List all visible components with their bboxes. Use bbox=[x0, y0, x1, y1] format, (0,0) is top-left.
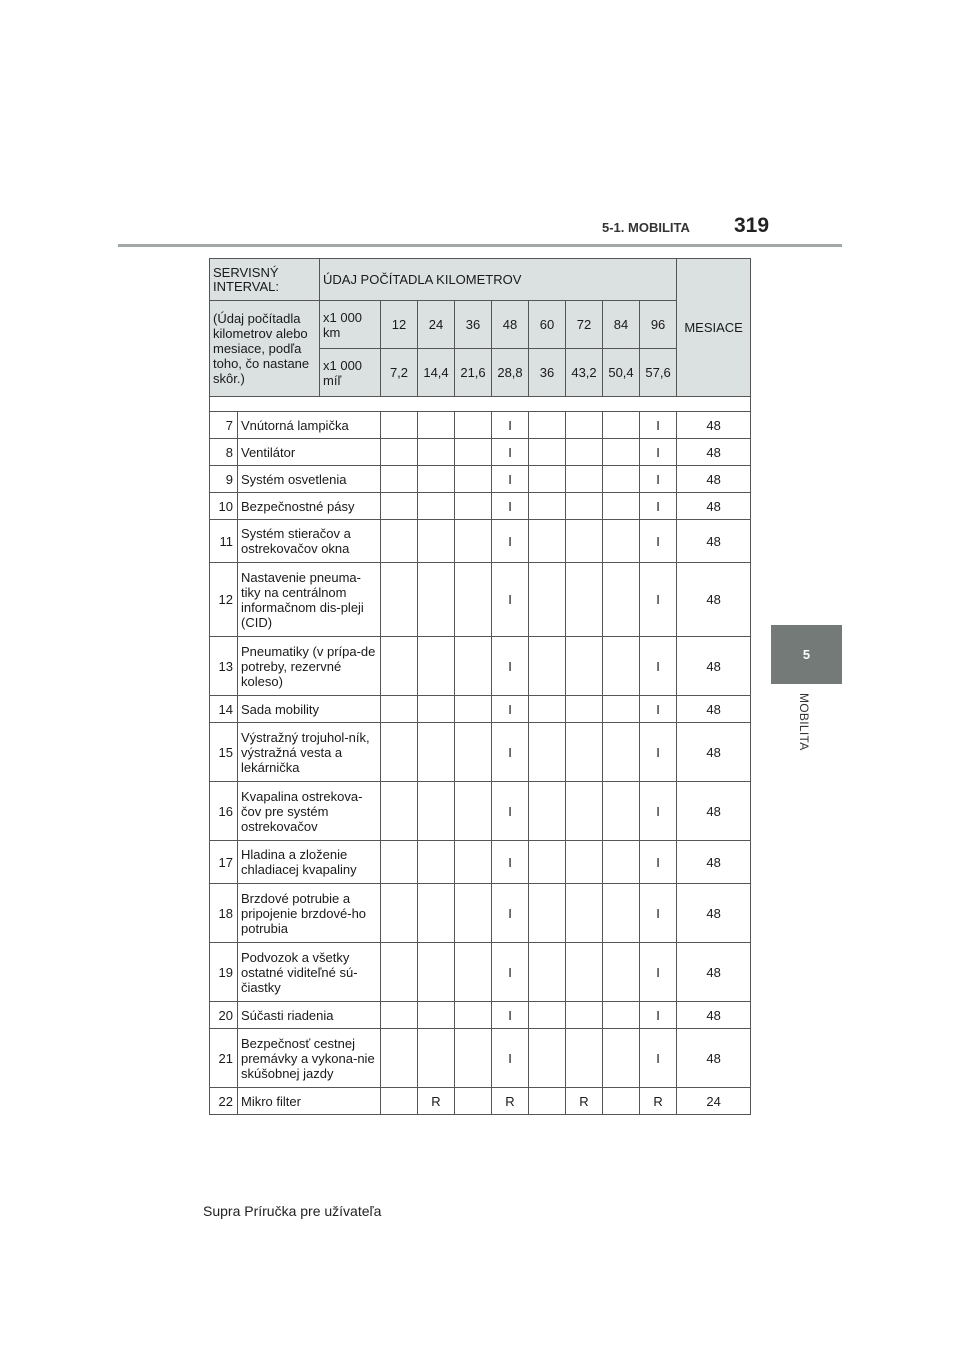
km-value-60: 60 bbox=[529, 301, 566, 349]
row-mark bbox=[418, 466, 455, 493]
row-mark bbox=[603, 1002, 640, 1029]
page-number: 319 bbox=[734, 214, 770, 237]
row-mark: R bbox=[640, 1088, 677, 1115]
row-item-name: Mikro filter bbox=[238, 1088, 381, 1115]
row-mark: I bbox=[492, 439, 529, 466]
row-mark: I bbox=[640, 637, 677, 696]
row-mark bbox=[566, 841, 603, 884]
row-mark: I bbox=[492, 841, 529, 884]
row-mark bbox=[381, 696, 418, 723]
row-mark bbox=[455, 884, 492, 943]
row-mark bbox=[418, 439, 455, 466]
row-mark bbox=[381, 563, 418, 637]
row-mark bbox=[603, 439, 640, 466]
row-mark bbox=[418, 493, 455, 520]
table-row bbox=[210, 439, 751, 466]
row-mark: I bbox=[492, 563, 529, 637]
footer-text: Supra Príručka pre užívateľa bbox=[203, 1203, 382, 1219]
row-mark bbox=[455, 782, 492, 841]
row-mark bbox=[529, 1088, 566, 1115]
row-number: 11 bbox=[210, 520, 238, 563]
row-mark bbox=[381, 466, 418, 493]
row-item-name: Kvapalina ostrekova-čov pre systém ostrekovačov bbox=[238, 782, 381, 841]
row-number: 17 bbox=[210, 841, 238, 884]
row-mark bbox=[529, 782, 566, 841]
row-mark bbox=[566, 563, 603, 637]
row-mark bbox=[603, 696, 640, 723]
row-mark bbox=[418, 723, 455, 782]
km-value-84: 84 bbox=[603, 301, 640, 349]
row-months: 48 bbox=[677, 1029, 751, 1088]
row-mark bbox=[418, 943, 455, 1002]
row-item-name: Pneumatiky (v prípa-de potreby, rezervné koleso) bbox=[238, 637, 381, 696]
row-item-name: Bezpečnostné pásy bbox=[238, 493, 381, 520]
row-months: 48 bbox=[677, 466, 751, 493]
section-title: 5-1. MOBILITA bbox=[602, 220, 690, 235]
row-mark bbox=[603, 563, 640, 637]
row-mark bbox=[529, 466, 566, 493]
row-number: 8 bbox=[210, 439, 238, 466]
row-months: 48 bbox=[677, 782, 751, 841]
km-value-48: 48 bbox=[492, 301, 529, 349]
row-item-name: Sada mobility bbox=[238, 696, 381, 723]
row-number: 9 bbox=[210, 466, 238, 493]
row-mark bbox=[529, 1002, 566, 1029]
table-row bbox=[210, 782, 751, 841]
row-mark bbox=[418, 884, 455, 943]
row-mark bbox=[381, 1002, 418, 1029]
row-mark bbox=[455, 412, 492, 439]
row-number: 16 bbox=[210, 782, 238, 841]
table-row bbox=[210, 696, 751, 723]
row-mark bbox=[529, 841, 566, 884]
row-mark: I bbox=[640, 1029, 677, 1088]
row-item-name: Ventilátor bbox=[238, 439, 381, 466]
row-mark bbox=[418, 520, 455, 563]
row-mark bbox=[529, 696, 566, 723]
km-label-cell bbox=[320, 301, 381, 349]
mi-value-1: 14,4 bbox=[418, 349, 455, 397]
row-number: 7 bbox=[210, 412, 238, 439]
row-mark: I bbox=[640, 493, 677, 520]
row-number: 12 bbox=[210, 563, 238, 637]
row-mark bbox=[455, 563, 492, 637]
mi-value-5: 43,2 bbox=[566, 349, 603, 397]
row-mark bbox=[455, 1002, 492, 1029]
table-row bbox=[210, 841, 751, 884]
row-mark: I bbox=[640, 1002, 677, 1029]
row-mark bbox=[603, 412, 640, 439]
row-mark bbox=[455, 696, 492, 723]
mi-value-6: 50,4 bbox=[603, 349, 640, 397]
row-mark bbox=[455, 841, 492, 884]
header-divider bbox=[118, 244, 842, 247]
row-mark bbox=[603, 466, 640, 493]
row-mark: I bbox=[640, 841, 677, 884]
row-mark bbox=[529, 439, 566, 466]
row-mark bbox=[418, 637, 455, 696]
mi-label: x1 000 míľ bbox=[323, 357, 363, 388]
odometer-label: ÚDAJ POČÍTADLA KILOMETROV bbox=[323, 272, 522, 287]
row-mark bbox=[603, 841, 640, 884]
row-mark: I bbox=[640, 782, 677, 841]
interval-note: (Údaj počítadla kilometrov alebo mesiace, podľa toho, čo nastane skôr.) bbox=[213, 311, 310, 386]
table-row bbox=[210, 1029, 751, 1088]
row-mark bbox=[455, 1029, 492, 1088]
row-number: 20 bbox=[210, 1002, 238, 1029]
row-mark bbox=[529, 723, 566, 782]
km-label: x1 000 km bbox=[323, 309, 363, 340]
service-interval-table bbox=[209, 258, 751, 1115]
row-mark bbox=[418, 1029, 455, 1088]
row-mark bbox=[529, 637, 566, 696]
row-mark bbox=[566, 520, 603, 563]
row-months: 48 bbox=[677, 412, 751, 439]
row-mark: I bbox=[640, 723, 677, 782]
km-value-12: 12 bbox=[381, 301, 418, 349]
km-value-72: 72 bbox=[566, 301, 603, 349]
row-mark: R bbox=[418, 1088, 455, 1115]
row-mark: I bbox=[492, 943, 529, 1002]
row-mark bbox=[529, 943, 566, 1002]
row-mark bbox=[603, 520, 640, 563]
row-mark bbox=[418, 563, 455, 637]
chapter-label: MOBILITA bbox=[797, 693, 811, 751]
row-mark bbox=[418, 696, 455, 723]
row-mark bbox=[455, 1088, 492, 1115]
row-mark bbox=[529, 520, 566, 563]
table-row bbox=[210, 563, 751, 637]
row-mark: I bbox=[492, 412, 529, 439]
table-row bbox=[210, 466, 751, 493]
row-mark: R bbox=[492, 1088, 529, 1115]
row-mark bbox=[603, 1088, 640, 1115]
row-mark: I bbox=[640, 696, 677, 723]
row-mark bbox=[455, 439, 492, 466]
row-mark bbox=[381, 1088, 418, 1115]
row-item-name: Podvozok a všetky ostatné viditeľné sú-čiastky bbox=[238, 943, 381, 1002]
row-mark: I bbox=[492, 466, 529, 493]
table-row bbox=[210, 493, 751, 520]
chapter-number: 5 bbox=[802, 647, 811, 662]
table-row bbox=[210, 1002, 751, 1029]
mi-value-2: 21,6 bbox=[455, 349, 492, 397]
row-number: 22 bbox=[210, 1088, 238, 1115]
row-months: 48 bbox=[677, 493, 751, 520]
table-row bbox=[210, 943, 751, 1002]
row-mark bbox=[381, 412, 418, 439]
table-row bbox=[210, 637, 751, 696]
row-item-name: Bezpečnosť cestnej premávky a vykona-nie skúšobnej jazdy bbox=[238, 1029, 381, 1088]
row-mark bbox=[455, 466, 492, 493]
row-mark bbox=[566, 782, 603, 841]
table-row bbox=[210, 520, 751, 563]
row-mark bbox=[381, 439, 418, 466]
row-mark: I bbox=[640, 884, 677, 943]
table-row bbox=[210, 884, 751, 943]
row-mark bbox=[566, 1002, 603, 1029]
row-mark bbox=[381, 520, 418, 563]
header-row-interval bbox=[210, 259, 751, 301]
row-mark bbox=[529, 493, 566, 520]
row-mark bbox=[455, 723, 492, 782]
row-mark: I bbox=[492, 520, 529, 563]
row-mark: I bbox=[492, 782, 529, 841]
row-mark bbox=[566, 884, 603, 943]
row-months: 48 bbox=[677, 637, 751, 696]
row-mark bbox=[603, 782, 640, 841]
row-item-name: Hladina a zloženie chladiacej kvapaliny bbox=[238, 841, 381, 884]
row-item-name: Systém stieračov a ostrekovačov okna bbox=[238, 520, 381, 563]
row-mark: I bbox=[640, 943, 677, 1002]
row-mark bbox=[418, 1002, 455, 1029]
row-mark bbox=[418, 412, 455, 439]
row-number: 13 bbox=[210, 637, 238, 696]
row-mark bbox=[566, 439, 603, 466]
row-item-name: Nastavenie pneuma-tiky na centrálnom informačnom dis-pleji (CID) bbox=[238, 563, 381, 637]
row-mark bbox=[381, 637, 418, 696]
odometer-label-cell bbox=[320, 259, 677, 301]
row-mark: I bbox=[492, 696, 529, 723]
row-number: 18 bbox=[210, 884, 238, 943]
row-mark bbox=[603, 493, 640, 520]
row-mark: I bbox=[492, 723, 529, 782]
row-mark: I bbox=[640, 466, 677, 493]
row-item-name: Systém osvetlenia bbox=[238, 466, 381, 493]
table-row bbox=[210, 412, 751, 439]
row-mark: I bbox=[640, 412, 677, 439]
row-number: 10 bbox=[210, 493, 238, 520]
row-mark bbox=[455, 943, 492, 1002]
gap-cell bbox=[210, 397, 751, 412]
row-mark bbox=[418, 782, 455, 841]
row-mark bbox=[603, 943, 640, 1002]
interval-label-cell bbox=[210, 259, 320, 301]
row-months: 48 bbox=[677, 696, 751, 723]
row-mark bbox=[381, 884, 418, 943]
row-item-name: Vnútorná lampička bbox=[238, 412, 381, 439]
row-mark bbox=[529, 1029, 566, 1088]
row-mark bbox=[418, 841, 455, 884]
table-row bbox=[210, 1088, 751, 1115]
row-mark bbox=[381, 723, 418, 782]
row-mark bbox=[603, 637, 640, 696]
row-mark: I bbox=[640, 439, 677, 466]
row-mark: R bbox=[566, 1088, 603, 1115]
row-months: 48 bbox=[677, 563, 751, 637]
row-mark bbox=[566, 412, 603, 439]
row-item-name: Brzdové potrubie a pripojenie brzdové-ho potrubia bbox=[238, 884, 381, 943]
row-mark bbox=[529, 563, 566, 637]
row-number: 21 bbox=[210, 1029, 238, 1088]
row-months: 48 bbox=[677, 1002, 751, 1029]
row-number: 19 bbox=[210, 943, 238, 1002]
km-value-36: 36 bbox=[455, 301, 492, 349]
row-mark bbox=[455, 637, 492, 696]
row-mark bbox=[566, 466, 603, 493]
mi-label-cell bbox=[320, 349, 381, 397]
header-gap bbox=[210, 397, 751, 412]
row-mark bbox=[455, 493, 492, 520]
chapter-tab[interactable] bbox=[771, 625, 842, 684]
row-mark bbox=[381, 782, 418, 841]
row-number: 15 bbox=[210, 723, 238, 782]
row-months: 48 bbox=[677, 723, 751, 782]
mi-value-0: 7,2 bbox=[381, 349, 418, 397]
row-mark bbox=[566, 493, 603, 520]
mi-value-3: 28,8 bbox=[492, 349, 529, 397]
row-number: 14 bbox=[210, 696, 238, 723]
row-months: 48 bbox=[677, 943, 751, 1002]
row-mark bbox=[529, 884, 566, 943]
row-mark bbox=[381, 1029, 418, 1088]
row-mark bbox=[566, 1029, 603, 1088]
mi-value-7: 57,6 bbox=[640, 349, 677, 397]
km-value-24: 24 bbox=[418, 301, 455, 349]
row-mark: I bbox=[492, 493, 529, 520]
header-row-km bbox=[210, 301, 751, 349]
row-mark bbox=[381, 493, 418, 520]
row-mark bbox=[566, 637, 603, 696]
row-mark: I bbox=[492, 637, 529, 696]
months-label: MESIACE bbox=[684, 320, 743, 335]
row-mark bbox=[603, 884, 640, 943]
row-months: 48 bbox=[677, 520, 751, 563]
row-mark bbox=[381, 943, 418, 1002]
row-mark: I bbox=[640, 563, 677, 637]
row-mark: I bbox=[640, 520, 677, 563]
table-row bbox=[210, 723, 751, 782]
row-mark bbox=[455, 520, 492, 563]
row-months: 48 bbox=[677, 439, 751, 466]
row-mark: I bbox=[492, 884, 529, 943]
row-mark bbox=[381, 841, 418, 884]
note-cell bbox=[210, 301, 320, 397]
row-months: 48 bbox=[677, 884, 751, 943]
row-item-name: Výstražný trojuhol-ník, výstražná vesta a lekárnička bbox=[238, 723, 381, 782]
row-mark bbox=[566, 696, 603, 723]
row-item-name: Súčasti riadenia bbox=[238, 1002, 381, 1029]
row-mark: I bbox=[492, 1029, 529, 1088]
row-mark: I bbox=[492, 1002, 529, 1029]
row-months: 48 bbox=[677, 841, 751, 884]
row-mark bbox=[603, 1029, 640, 1088]
row-months: 24 bbox=[677, 1088, 751, 1115]
months-label-cell bbox=[677, 259, 751, 397]
row-mark bbox=[566, 943, 603, 1002]
row-mark bbox=[529, 412, 566, 439]
mi-value-4: 36 bbox=[529, 349, 566, 397]
row-mark bbox=[566, 723, 603, 782]
row-mark bbox=[603, 723, 640, 782]
interval-label: SERVISNÝ INTERVAL: bbox=[213, 264, 279, 294]
km-value-96: 96 bbox=[640, 301, 677, 349]
